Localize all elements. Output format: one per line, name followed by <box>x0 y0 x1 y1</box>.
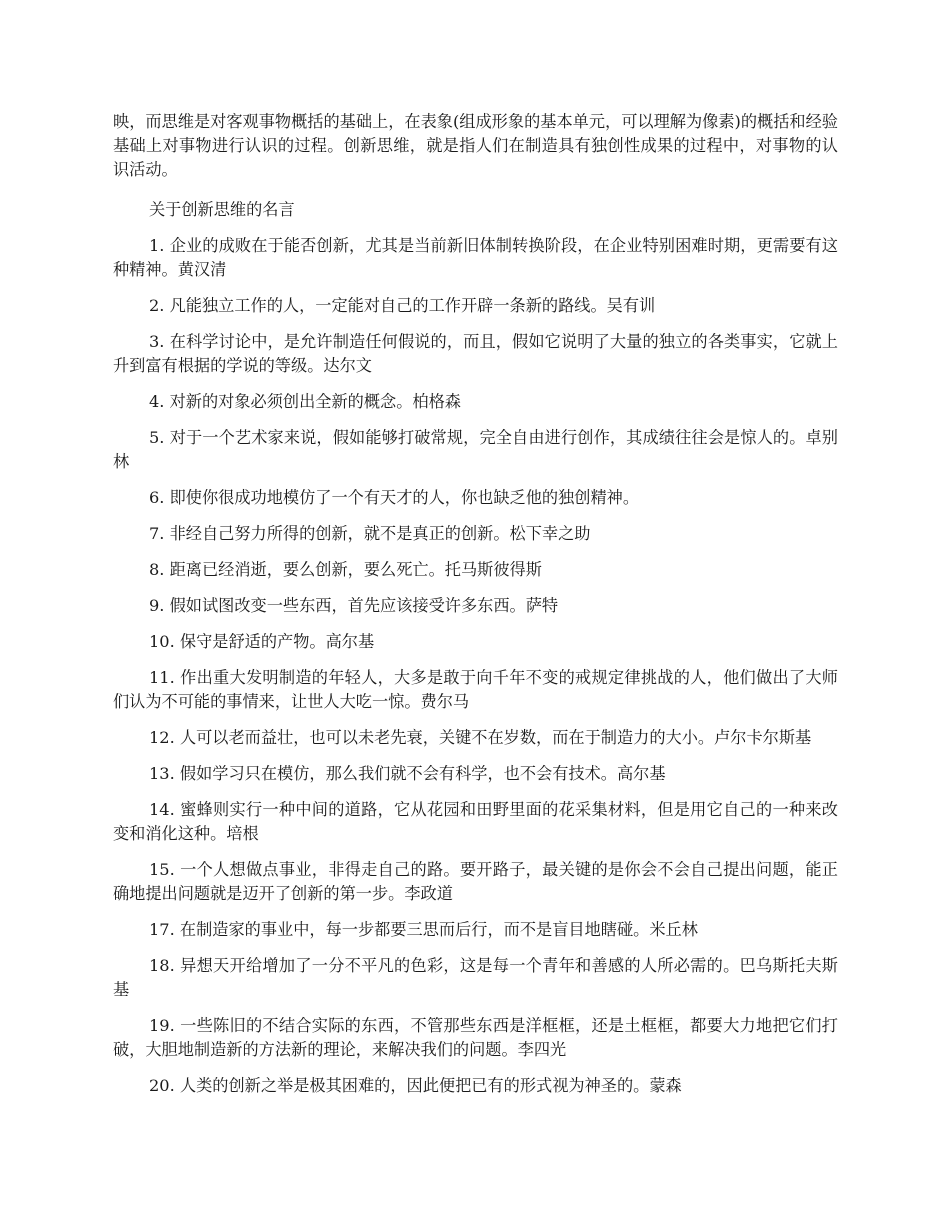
quote-item: 14. 蜜蜂则实行一种中间的道路，它从花园和田野里面的花采集材料，但是用它自己的一种来改变和消化这种。培根 <box>113 800 838 843</box>
quote-item: 11. 作出重大发明制造的年轻人，大多是敢于向千年不变的戒规定律挑战的人，他们做出了大师们认为不可能的事情来，让世人大吃一惊。费尔马 <box>113 668 838 711</box>
intro-paragraph: 映，而思维是对客观事物概括的基础上，在表象(组成形象的基本单元，可以理解为像素)的概括和经验基础上对事物进行认识的过程。创新思维，就是指人们在制造具有独创性成果的过程中，对事物的认识活动。 <box>113 112 838 179</box>
quote-item: 10. 保守是舒适的产物。高尔基 <box>149 632 375 651</box>
quote-item: 4. 对新的对象必须创出全新的概念。柏格森 <box>149 392 461 411</box>
document-page <box>113 110 838 1110</box>
quote-item: 9. 假如试图改变一些东西，首先应该接受许多东西。萨特 <box>149 596 559 615</box>
quote-item: 2. 凡能独立工作的人，一定能对自己的工作开辟一条新的路线。吴有训 <box>149 296 656 315</box>
quote-item: 17. 在制造家的事业中，每一步都要三思而后行，而不是盲目地瞎碰。米丘林 <box>149 920 698 939</box>
quote-item: 20. 人类的创新之举是极其困难的，因此便把已有的形式视为神圣的。蒙森 <box>149 1076 682 1095</box>
quote-item: 12. 人可以老而益壮，也可以未老先衰，关键不在岁数，而在于制造力的大小。卢尔卡尔斯基 <box>149 728 812 747</box>
quote-item: 13. 假如学习只在模仿，那么我们就不会有科学，也不会有技术。高尔基 <box>149 764 666 783</box>
section-heading: 关于创新思维的名言 <box>149 200 295 219</box>
quote-item: 1. 企业的成败在于能否创新，尤其是当前新旧体制转换阶段，在企业特别困难时期，更需要有这种精神。黄汉清 <box>113 236 838 279</box>
quote-item: 6. 即使你很成功地模仿了一个有天才的人，你也缺乏他的独创精神。 <box>149 488 640 507</box>
quote-item: 15. 一个人想做点事业，非得走自己的路。要开路子，最关键的是你会不会自己提出问题，能正确地提出问题就是迈开了创新的第一步。李政道 <box>113 860 838 903</box>
quote-item: 18. 异想天开给增加了一分不平凡的色彩，这是每一个青年和善感的人所必需的。巴乌斯托夫斯基 <box>113 956 838 999</box>
quote-item: 7. 非经自己努力所得的创新，就不是真正的创新。松下幸之助 <box>149 524 591 543</box>
quote-item: 5. 对于一个艺术家来说，假如能够打破常规，完全自由进行创作，其成绩往往会是惊人的。卓别林 <box>113 428 838 471</box>
quote-item: 8. 距离已经消逝，要么创新，要么死亡。托马斯彼得斯 <box>149 560 542 579</box>
quote-item: 3. 在科学讨论中，是允许制造任何假说的，而且，假如它说明了大量的独立的各类事实，它就上升到富有根据的学说的等级。达尔文 <box>113 332 838 375</box>
quote-item: 19. 一些陈旧的不结合实际的东西，不管那些东西是洋框框，还是土框框，都要大力地把它们打破，大胆地制造新的方法新的理论，来解决我们的问题。李四光 <box>113 1016 838 1059</box>
